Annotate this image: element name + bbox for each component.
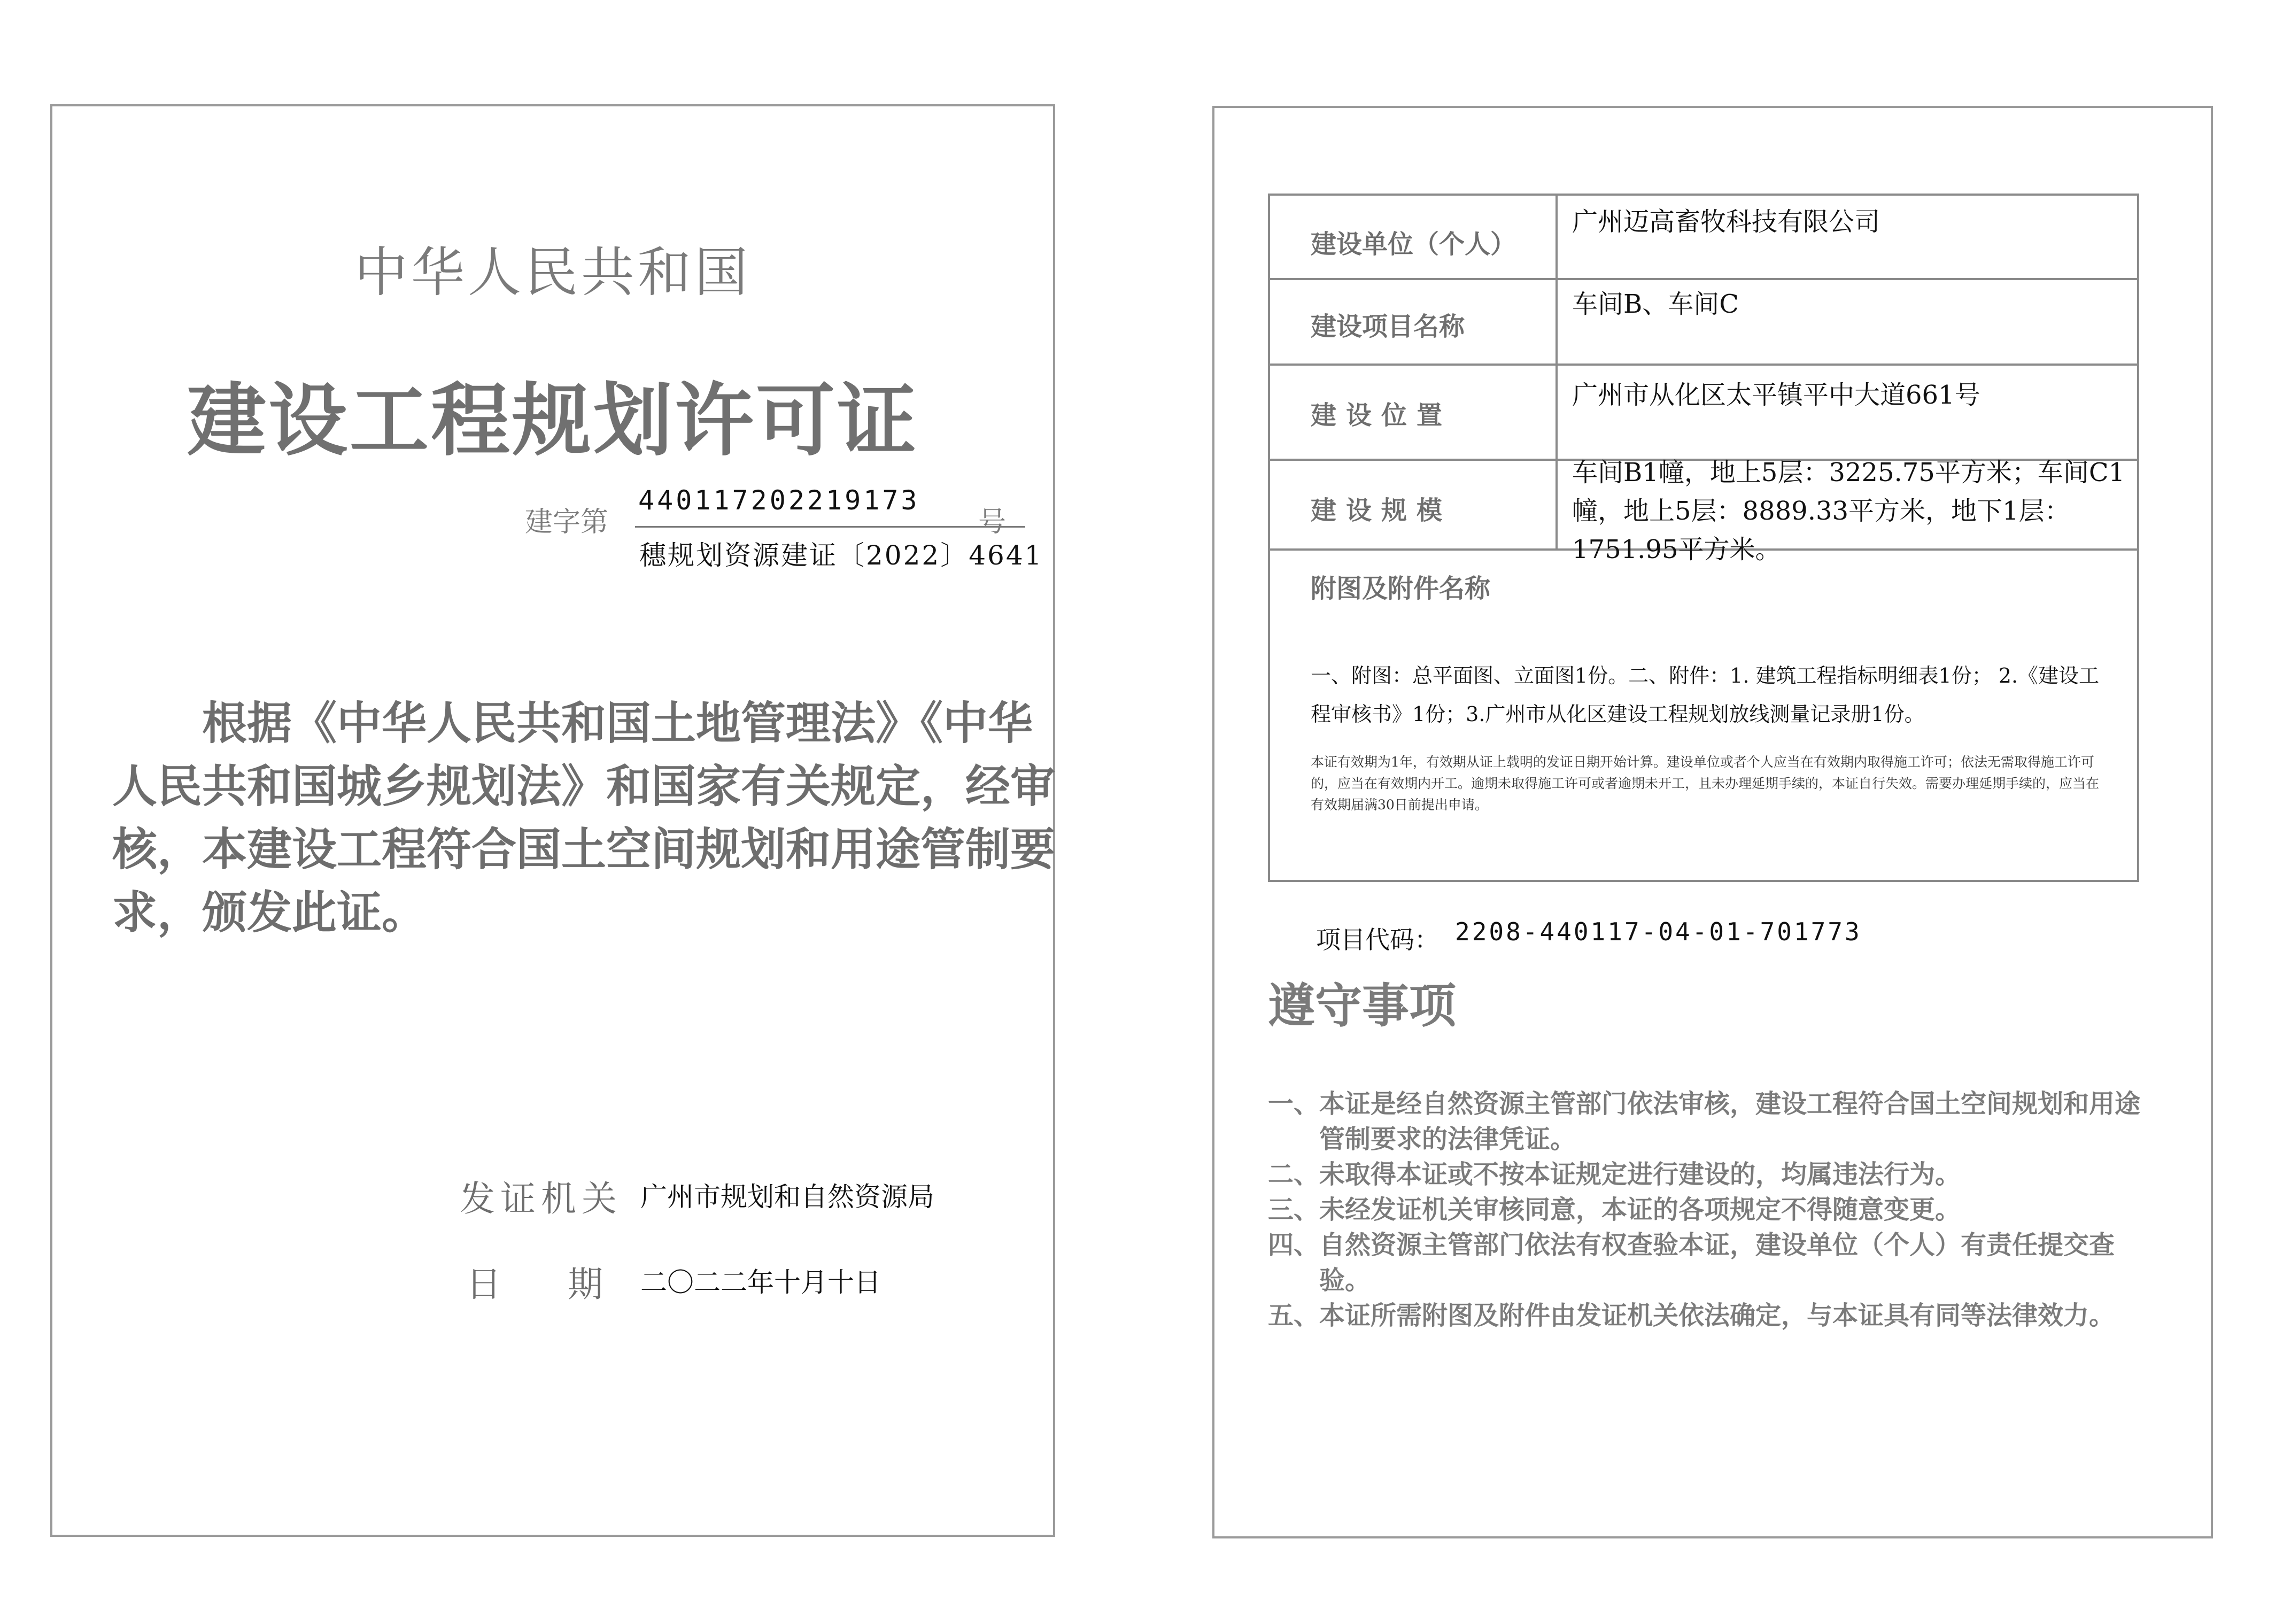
country-heading: 中华人民共和国	[354, 241, 751, 304]
attachments-label: 附图及附件名称	[1311, 574, 1491, 604]
date-label-char-1: 日	[466, 1264, 501, 1305]
certificate-right-page	[1212, 106, 2213, 1538]
list-item: 四、 自然资源主管部门依法有权查验本证，建设单位（个人）有责任提交查验。	[1268, 1230, 2115, 1295]
list-item: 三、 未经发证机关审核同意，本证的各项规定不得随意变更。	[1268, 1195, 1961, 1225]
notice-title: 遵守事项	[1268, 978, 1457, 1033]
row-label: 建设项目名称	[1311, 312, 1465, 342]
list-item: 五、 本证所需附图及附件由发证机关依法确定，与本证具有同等法律效力。	[1268, 1301, 2115, 1331]
row-label: 建设规模	[1311, 496, 1452, 525]
date-label-char-2: 期	[568, 1264, 603, 1305]
project-code-label: 项目代码：	[1316, 925, 1439, 954]
notice-list	[1268, 1086, 2155, 1333]
attachments-text: 一、附图：总平面图、立面图1份。二、附件：1. 建筑工程指标明细表1份； 2.《建设工程审核书》1份；3.广州市从化区建设工程规划放线测量记录册1份。	[1311, 664, 2100, 726]
builder-value: 广州迈高畜牧科技有限公司	[1572, 207, 1880, 237]
table-row	[1270, 196, 2137, 280]
issue-date-value: 二〇二二年十月十日	[640, 1267, 881, 1298]
table-row	[1270, 458, 2137, 564]
location-value: 广州市从化区太平镇平中大道661号	[1572, 380, 1980, 410]
list-item: 一、 本证是经自然资源主管部门依法审核，建设工程符合国土空间规划和用途管制要求的法律凭证。	[1268, 1089, 2141, 1154]
table-row	[1270, 364, 2137, 461]
list-item: 二、 未取得本证或不按本证规定进行建设的，均属违法行为。	[1268, 1159, 1961, 1189]
certificate-left-page	[50, 104, 1055, 1537]
project-code-value: 2208-440117-04-01-701773	[1455, 917, 1862, 946]
row-label: 建设单位（个人）	[1311, 229, 1516, 259]
project-info-table	[1268, 194, 2139, 882]
cert-number-label: 建字第	[525, 506, 609, 538]
cert-number-suffix: 号	[978, 506, 1007, 538]
project-name-value: 车间B、车间C	[1572, 289, 1739, 319]
cert-number-value: 440117202219173	[638, 485, 920, 516]
issuer-label: 发证机关	[460, 1178, 622, 1219]
issuer-value: 广州市规划和自然资源局	[640, 1181, 934, 1212]
cert-sub-number: 穗规划资源建证〔2022〕4641	[639, 540, 1043, 571]
certificate-title: 建设工程规划许可证	[187, 375, 918, 467]
legal-basis-text: 根据《中华人民共和国土地管理法》《中华人民共和国城乡规划法》和国家有关规定，经审核，本建设工程符合国土空间规划和用途管制要求，颁发此证。	[112, 697, 1056, 939]
table-row	[1270, 278, 2137, 366]
cert-number-underline	[635, 526, 1025, 528]
validity-note: 本证有效期为1年，有效期从证上载明的发证日期开始计算。建设单位或者个人应当在有效期内取得施工许可；依法无需取得施工许可的，应当在有效期内开工。逾期未取得施工许可或者逾期未开工，且未办理延期手续的，本证自行失效。需要办理延期手续的，应当在有效期届满30日前提出申请。	[1311, 754, 2100, 813]
scale-value: 车间B1幢，地上5层：3225.75平方米；车间C1幢，地上5层：8889.33平方米，地下1层：1751.95平方米。	[1572, 458, 2125, 564]
row-label: 建设位置	[1311, 400, 1452, 430]
